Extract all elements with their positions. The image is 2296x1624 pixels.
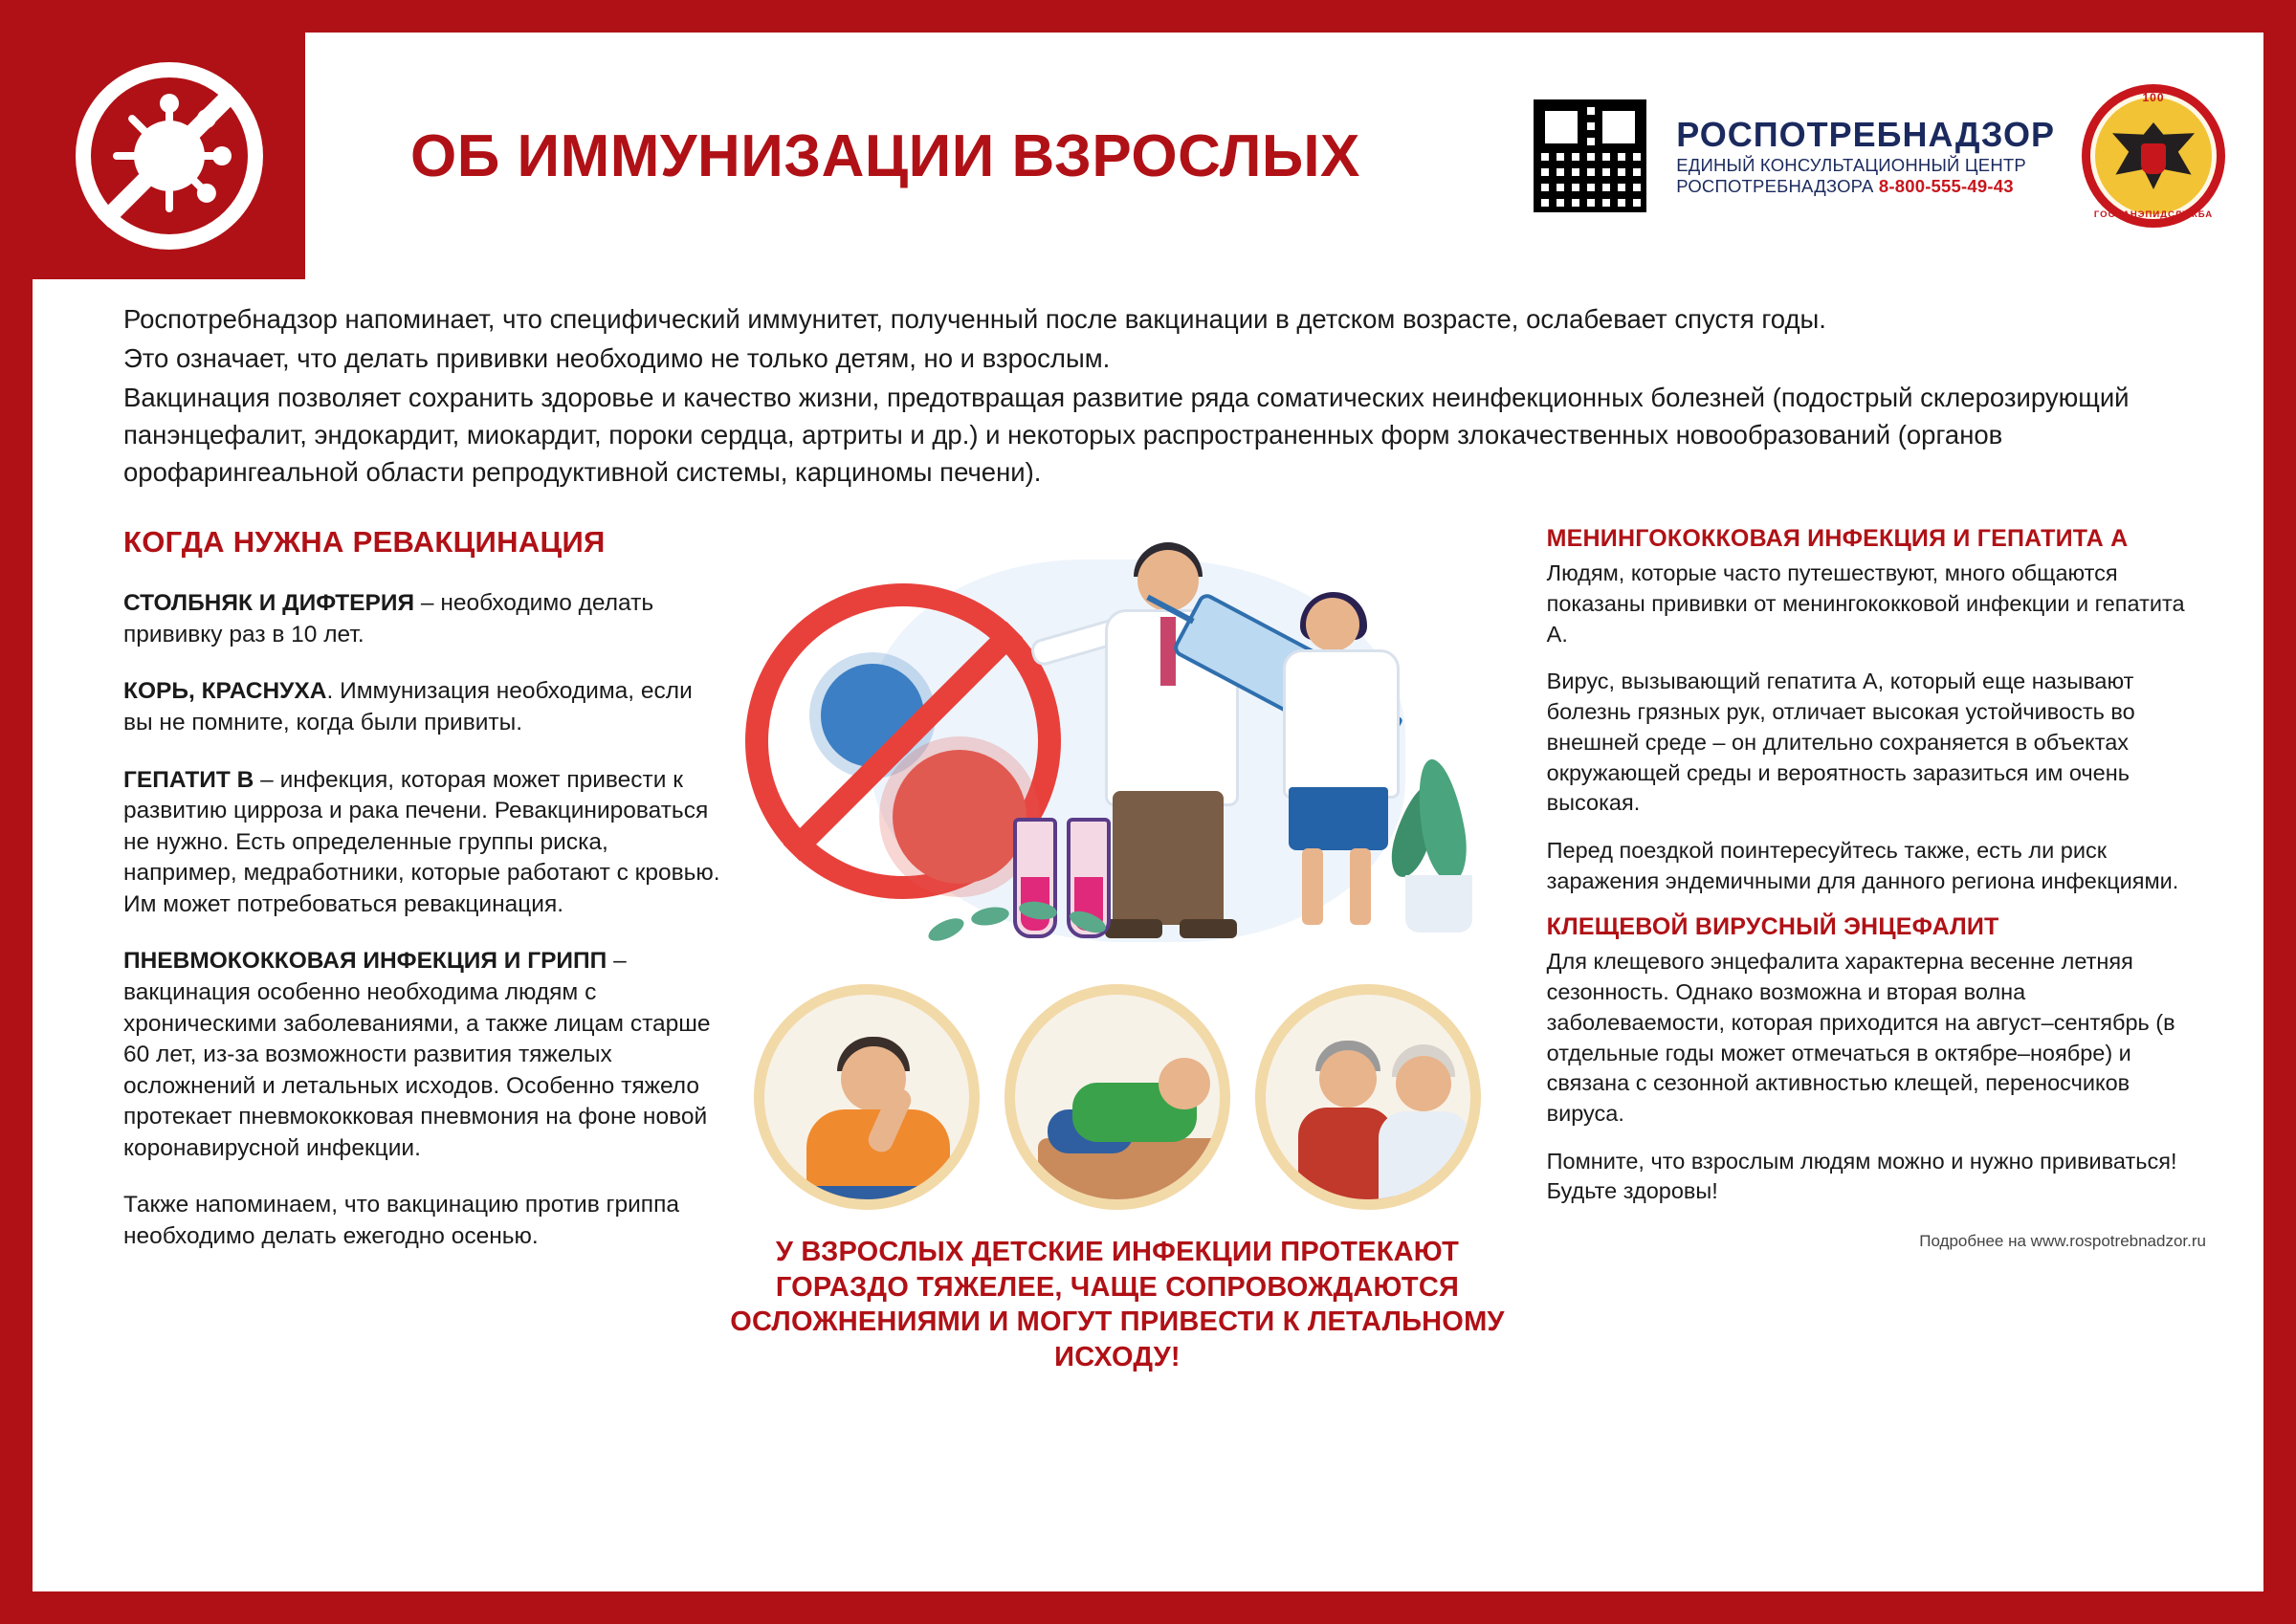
circle-illustration-resting-man <box>1004 984 1230 1210</box>
illustration-caption: У ВЗРОСЛЫХ ДЕТСКИЕ ИНФЕКЦИИ ПРОТЕКАЮТ ГОРАЗДО ТЯЖЕЛЕЕ, ЧАЩЕ СОПРОВОЖДАЮТСЯ ОСЛОЖНЕНИЯМИ И МОГУТ ПРИВЕСТИ К ЛЕТАЛЬНОМУ ИСХОДУ! <box>730 1237 1505 1372</box>
intro-text <box>33 279 2263 491</box>
intro-paragraph-2: Это означает, что делать прививки необходимо не только детям, но и взрослым. <box>123 343 1111 374</box>
item-text: . Иммунизация необходима, если вы не помните, когда были привиты. <box>123 678 693 735</box>
hotline-phone[interactable]: 8-800-555-49-43 <box>1878 176 2014 197</box>
item-text: – вакцинация особенно необходима людям с хроническими заболеваниями, а также лицам старше 60 лет, из-за возможности развития тяжелых осложнений и летальных исходов. Особенно тяжело протекает пневмококковая пневмония на фоне новой коронавирусной инфекции. <box>123 948 711 1161</box>
list-item <box>123 1190 726 1252</box>
more-info-link[interactable]: Подробнее на www.rospotrebnadzor.ru <box>1919 1232 2206 1251</box>
list-item <box>123 676 726 738</box>
page-title-wrap <box>305 33 1531 279</box>
list-item <box>123 588 726 650</box>
leaves-decoration-icon <box>927 902 1147 959</box>
red-virus-icon <box>893 750 1027 884</box>
item-term: СТОЛБНЯК И ДИФТЕРИЯ <box>123 590 415 617</box>
right-section-1-paragraph-1: Людям, которые часто путешествуют, много общаются показаны прививки от менингококковой инфекции и гепатита А. <box>1546 560 2185 647</box>
rospotrebnadzor-emblem-icon <box>2082 84 2225 228</box>
qr-code-icon[interactable] <box>1531 97 1649 215</box>
content-columns <box>33 493 2263 1374</box>
header-logo-block <box>33 33 305 279</box>
org-phone-prefix: РОСПОТРЕБНАДЗОРА <box>1676 176 1874 197</box>
page-title: ОБ ИММУНИЗАЦИИ ВЗРОСЛЫХ <box>410 122 1360 189</box>
left-column <box>123 525 726 1374</box>
main-illustration <box>726 531 1508 980</box>
middle-column <box>726 525 1508 1374</box>
poster-header <box>33 33 2263 279</box>
list-item <box>123 946 726 1164</box>
emblem-bottom-text: ГОССАНЭПИДСЛУЖБА <box>2093 209 2214 220</box>
org-center-line: ЕДИНЫЙ КОНСУЛЬТАЦИОННЫЙ ЦЕНТР <box>1676 155 2026 176</box>
right-section-2-paragraph-2: Помните, что взрослым людям можно и нужно прививаться! Будьте здоровы! <box>1546 1148 2177 1204</box>
illustration-circles <box>726 984 1508 1210</box>
item-term: КОРЬ, КРАСНУХА <box>123 678 327 705</box>
right-section-2-title: КЛЕЩЕВОЙ ВИРУСНЫЙ ЭНЦЕФАЛИТ <box>1546 913 1999 941</box>
virus-ban-icon <box>76 62 263 250</box>
blue-virus-icon <box>821 664 924 767</box>
intro-paragraph-1: Роспотребнадзор напоминает, что специфический иммунитет, полученный после вакцинации в детском возрасте, ослабевает спустя годы. <box>123 304 1826 334</box>
right-column <box>1509 525 2206 1374</box>
item-text: – инфекция, которая может привести к развитию цирроза и рака печени. Ревакцинироваться не нужно. Есть определенные группы риска, например, медработники, которые работают с кровью. Им может потребоваться ревакцинация. <box>123 766 720 917</box>
org-name: РОСПОТРЕБНАДЗОР <box>1676 114 2055 154</box>
org-phone-line <box>1676 176 2055 197</box>
plant-decoration-icon <box>1396 732 1482 933</box>
item-term: ГЕПАТИТ В <box>123 766 254 793</box>
right-section-1-title: МЕНИНГОКОККОВАЯ ИНФЕКЦИЯ И ГЕПАТИТА А <box>1546 525 2129 553</box>
header-org-block <box>1531 33 2263 279</box>
circle-illustration-coughing-man <box>754 984 980 1210</box>
right-section-1-paragraph-2: Вирус, вызывающий гепатита А, который еще называют болезнь грязных рук, отличает высокая устойчивость во внешней среде – он длительно сохраняется в объектах окружающей среды и вероятность заразиться им очень высокая. <box>1546 669 2135 816</box>
intro-paragraph-3: Вакцинация позволяет сохранить здоровье и качество жизни, предотвращая развитие ряда соматических неинфекционных болезней (подострый склерозирующий панэнцефалит, эндокардит, миокардит, пороки сердца, артриты и др.) и некоторых распространенных форм злокачественных новообразований (органов орофарингеальной области репродуктивной системы, карциномы печени). <box>123 383 2130 488</box>
org-info <box>1676 115 2055 197</box>
right-section-1-paragraph-3: Перед поездкой поинтересуйтесь также, есть ли риск заражения эндемичными для данного региона инфекциями. <box>1546 837 2179 893</box>
item-text: – необходимо делать прививку раз в 10 лет. <box>123 590 654 647</box>
left-section-title: КОГДА НУЖНА РЕВАКЦИНАЦИЯ <box>123 525 606 560</box>
item-term: ПНЕВМОКОККОВАЯ ИНФЕКЦИЯ И ГРИПП <box>123 948 607 975</box>
right-section-2-paragraph-1: Для клещевого энцефалита характерна весенне летняя сезонность. Однако возможна и вторая волна заболеваемости, которая приходится на август–сентябрь (в отдельные годы может отмечаться в октябре–ноябре) и связана с сезонной активностью клещей, переносчиков вируса. <box>1546 949 2175 1127</box>
emblem-anniversary-number: 100 <box>2142 91 2165 104</box>
list-item <box>123 765 726 921</box>
item-text: Также напоминаем, что вакцинацию против гриппа необходимо делать ежегодно осенью. <box>123 1192 679 1250</box>
circle-illustration-elderly-couple <box>1255 984 1481 1210</box>
